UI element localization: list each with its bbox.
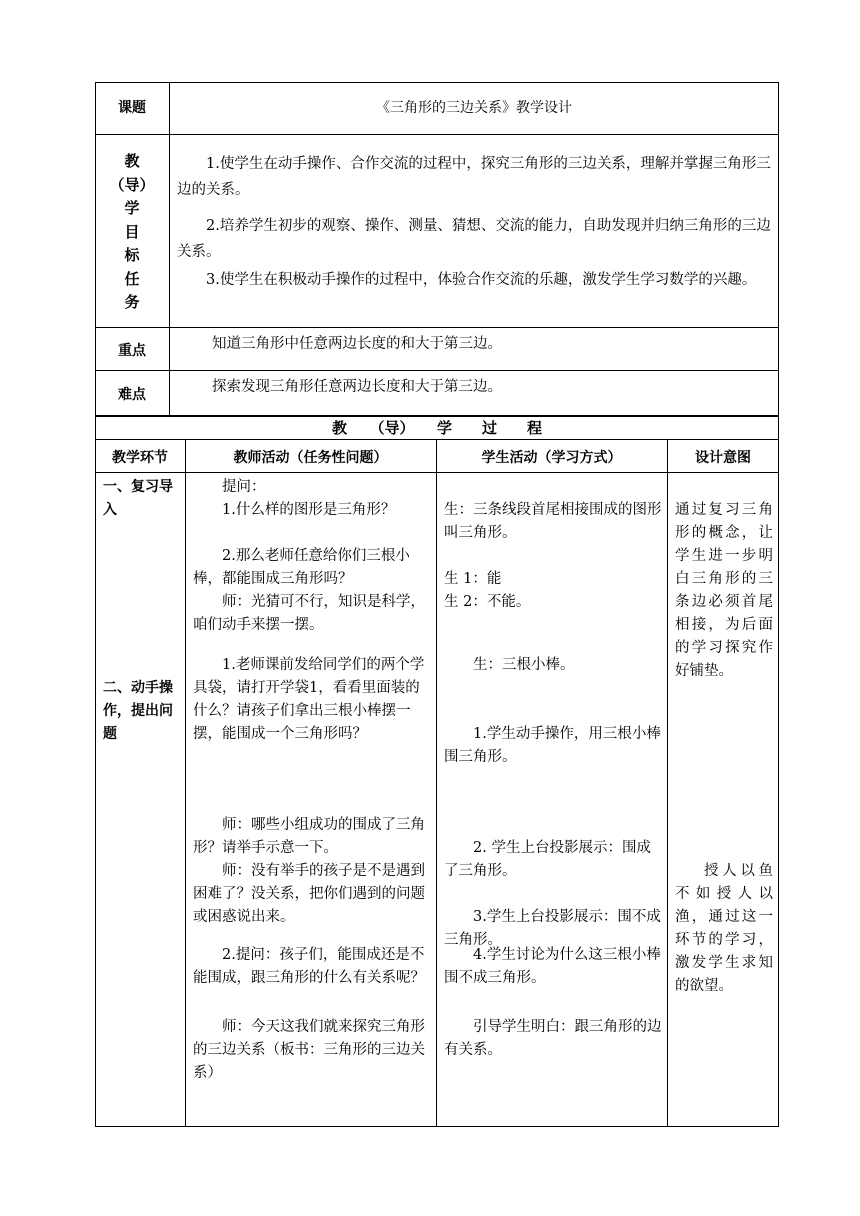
topic-label: 课题 (118, 100, 146, 116)
row-divider (95, 134, 779, 135)
teacher-activity: 1.什么样的图形是三角形？ (222, 502, 396, 518)
design-intent: 通过复习三角形的概念，让学生进一步明白三角形的三条边必须首尾相接，为后面的学习探究作好铺垫。 (675, 502, 773, 679)
teacher-activity: 师：没有举手的孩子是不是遇到困难了？没关系，把你们遇到的问题或困惑说出来。 (193, 863, 425, 925)
goal-item-2: 2.培养学生初步的观察、操作、测量、猜想、交流的能力，自助发现并归纳三角形的三边关系。 (177, 218, 771, 260)
student-activity: 生 2：不能。 (444, 594, 531, 610)
row-divider (95, 472, 779, 473)
teacher-activity: 师：光猜可不行，知识是科学，咱们动手来摆一摆。 (193, 594, 425, 633)
topic-title: 《三角形的三边关系》教学设计 (376, 100, 572, 116)
difficulty-label: 难点 (118, 387, 146, 403)
student-activity: 生 1：能 (444, 571, 502, 587)
student-activity: 生：三条线段首尾相接围成的图形叫三角形。 (444, 502, 662, 541)
difficulty-text: 探索发现三角形任意两边长度和大于第三边。 (212, 379, 502, 395)
teacher-activity: 师：今天这我们就来探究三角形的三边关系（板书：三角形的三边关系） (193, 1019, 425, 1081)
key-point-label: 重点 (118, 343, 146, 359)
teacher-activity: 2.提问：孩子们，能围成还是不能围成，跟三角形的什么有关系呢？ (193, 947, 425, 986)
goals-label: 教 （导） 学 目 标 任 务 (109, 152, 155, 311)
student-activity: 4.学生讨论为什么这三根小棒围不成三角形。 (444, 947, 661, 986)
column-divider (185, 439, 186, 1127)
column-divider (667, 439, 668, 1127)
goal-item-1: 1.使学生在动手操作、合作交流的过程中，探究三角形的三边关系，理解并掌握三角形三边的关系。 (177, 156, 771, 198)
row-divider (95, 439, 779, 440)
column-header-intent: 设计意图 (695, 450, 751, 466)
column-divider (436, 439, 437, 1127)
design-intent: 授人以鱼不如授人以渔，通过这一环节的学习，激发学生求知的欲望。 (675, 863, 773, 994)
teacher-activity: 1.老师课前发给同学们的两个学具袋，请打开学袋1，看看里面装的什么？请孩子们拿出三根小棒摆一摆，能围成一个三角形吗？ (193, 657, 425, 742)
key-point-text: 知道三角形中任意两边长度的和大于第三边。 (212, 336, 502, 352)
student-activity: 2. 学生上台投影展示：围成了三角形。 (444, 840, 651, 879)
process-title: 教 （导） 学 过 程 (331, 419, 542, 437)
stage-2: 二、动手操作，提出问题 (103, 680, 173, 742)
student-activity: 1.学生动手操作，用三根小棒围三角形。 (444, 726, 661, 765)
teacher-activity: 2.那么老师任意给你们三根小棒，都能围成三角形吗？ (193, 548, 410, 587)
column-header-student: 学生活动（学习方式） (481, 450, 622, 466)
column-header-stage: 教学环节 (112, 450, 168, 466)
row-divider (95, 327, 779, 328)
column-header-teacher: 教师活动（任务性问题） (233, 450, 388, 466)
teacher-activity: 师：哪些小组成功的围成了三角形？请举手示意一下。 (193, 817, 425, 856)
student-activity: 引导学生明白：跟三角形的边有关系。 (444, 1019, 662, 1058)
label-column-divider (169, 82, 170, 416)
stage-1: 一、复习导入 (103, 479, 173, 518)
teacher-activity: 提问： (222, 479, 266, 495)
student-activity: 生：三根小棒。 (473, 657, 575, 673)
student-activity: 3.学生上台投影展示：围不成三角形。 (444, 909, 661, 948)
row-divider (95, 370, 779, 371)
goal-item-3: 3.使学生在积极动手操作的过程中，体验合作交流的乐趣，激发学生学习数学的兴趣。 (206, 272, 757, 288)
